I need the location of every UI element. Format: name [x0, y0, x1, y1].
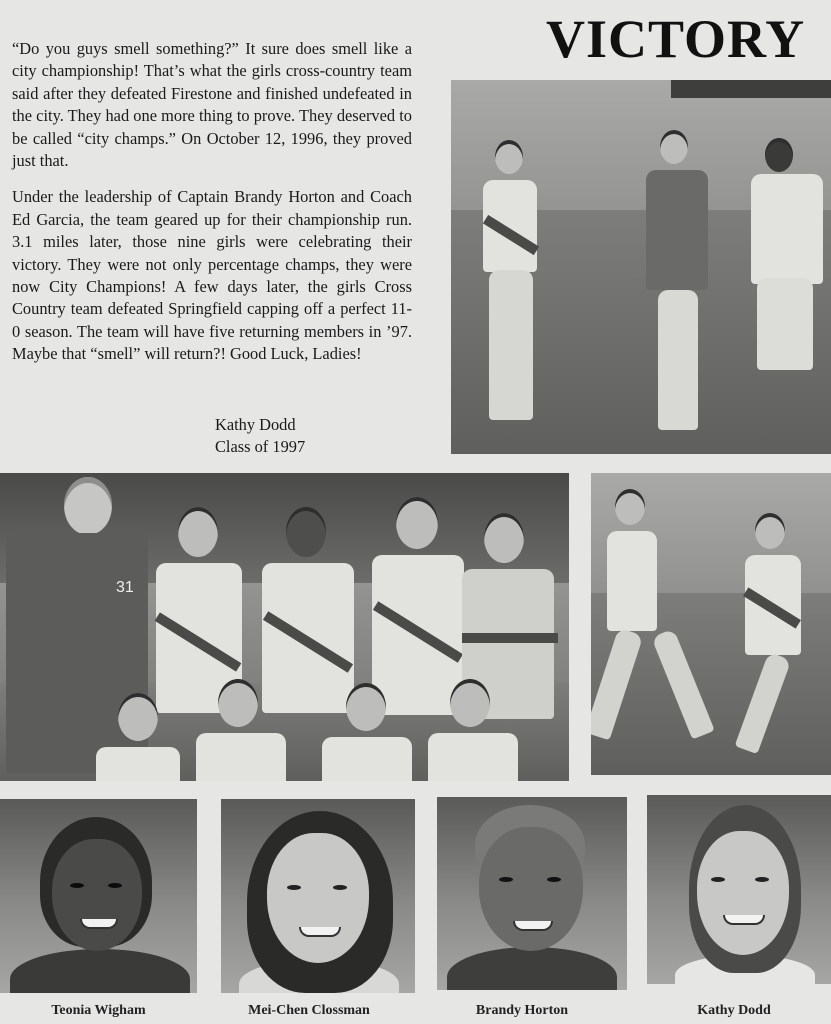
story-text	[12, 38, 412, 380]
story-paragraph-2: Under the leadership of Captain Brandy Horton and Coach Ed Garcia, the team geared up for their championship run. 3.1 miles later, those nine girls were celebrating their victory. They were not only percentage champs, they were now City Champions! A few days later, the girls Cross Country team defeated Springfield capping off a perfect 11-0 season. The team will have five returning members in ’97. Maybe that “smell” will return?! Good Luck, Ladies!	[12, 187, 412, 364]
portrait-caption: Brandy Horton	[475, 1003, 569, 1018]
portrait-caption: Teonia Wigham	[51, 1003, 146, 1018]
portrait-caption: Mei-Chen Clossman	[248, 1003, 370, 1018]
portrait-kathy-dodd	[647, 795, 831, 984]
byline	[215, 414, 305, 458]
portrait-mei-chen-clossman	[221, 799, 415, 993]
photo-team-group	[0, 473, 569, 781]
portrait-brandy-horton	[437, 797, 627, 990]
portrait-teonia-wigham	[0, 799, 197, 993]
photo-walking-runners	[451, 80, 831, 454]
portrait-caption: Kathy Dodd	[697, 1003, 771, 1018]
story-paragraph-1: “Do you guys smell something?” It sure does smell like a city championship! That’s what the girls cross-country team said after they defeated Firestone and finished undefeated in the city. They had one more thing to prove. They deserved to be called “city champs.” On October 12, 1996, they proved just that.	[12, 39, 412, 171]
byline-class: Class of 1997	[215, 437, 306, 456]
jersey-number: 31	[116, 579, 134, 596]
byline-author: Kathy Dodd	[215, 415, 296, 434]
photo-racing-runners	[591, 473, 831, 775]
page-title: VICTORY	[546, 9, 806, 69]
